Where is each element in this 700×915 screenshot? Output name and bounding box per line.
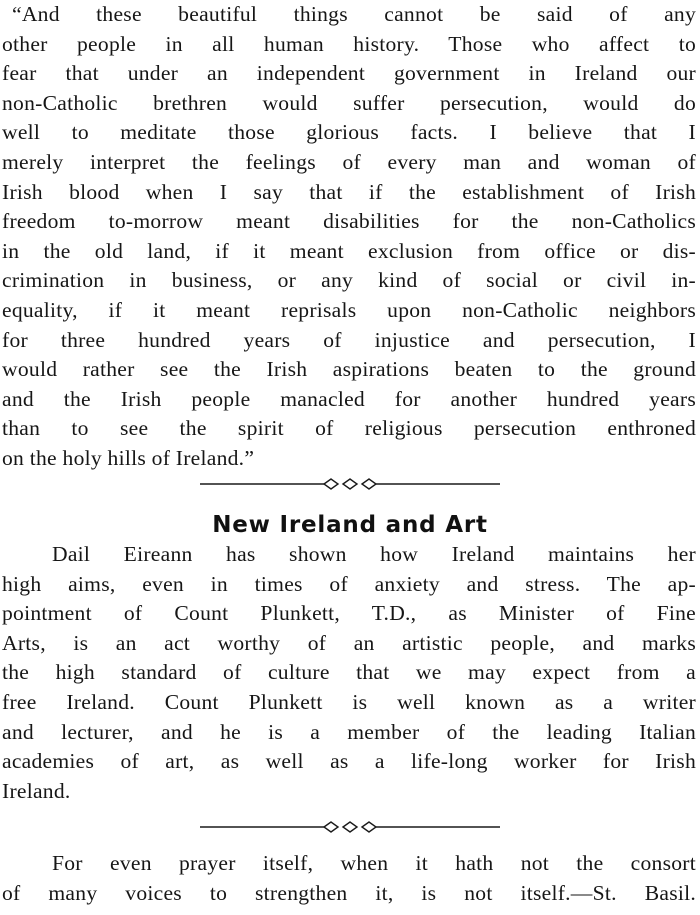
text-line: would rather see the Irish aspirations beaten to the ground bbox=[2, 357, 696, 382]
text-line: on the holy hills of Ireland.” bbox=[2, 445, 255, 470]
text-line: and the Irish people manacled for another hundred years bbox=[2, 386, 696, 411]
text-line: and lecturer, and he is a member of the leading Italian bbox=[2, 719, 696, 744]
text-line: for three hundred years of injustice and persecution, I bbox=[2, 327, 696, 352]
text-line: Ireland. bbox=[2, 778, 71, 803]
text-line: equality, if it meant reprisals upon non-Catholic neighbors bbox=[2, 297, 696, 322]
text-line: non-Catholic brethren would suffer persecution, would do bbox=[2, 90, 696, 115]
ornamental-divider bbox=[200, 819, 500, 835]
ornamental-divider bbox=[200, 476, 500, 492]
text-line: Dail Eireann has shown how Ireland maintains her bbox=[52, 542, 696, 566]
text-line: of many voices to strengthen it, is not itself.—St. Basil. bbox=[2, 880, 696, 905]
text-line: For even prayer itself, when it hath not the consort bbox=[52, 851, 696, 875]
text-line: “And these beautiful things cannot be said of any bbox=[12, 2, 696, 26]
text-line: other people in all human history. Those who affect to bbox=[2, 31, 696, 56]
text-line: well to meditate those glorious facts. I believe that I bbox=[2, 120, 696, 145]
text-line: crimination in business, or any kind of social or civil in- bbox=[2, 268, 696, 293]
text-line: than to see the spirit of religious persecution enthroned bbox=[2, 416, 696, 441]
diamond-rule-icon bbox=[200, 819, 500, 835]
text-line: high aims, even in times of anxiety and stress. The ap- bbox=[2, 571, 696, 596]
text-line: Arts, is an act worthy of an artistic people, and marks bbox=[2, 630, 696, 655]
text-line: fear that under an independent government in Ireland our bbox=[2, 61, 696, 86]
text-line: academies of art, as well as a life-long worker for Irish bbox=[2, 749, 696, 774]
diamond-rule-icon bbox=[200, 476, 500, 492]
closing-quote bbox=[2, 849, 696, 908]
text-line: merely interpret the feelings of every man and woman of bbox=[2, 149, 696, 174]
text-line: the high standard of culture that we may expect from a bbox=[2, 660, 696, 685]
text-line: freedom to-morrow meant disabilities for the non-Catholics bbox=[2, 209, 696, 234]
text-line: pointment of Count Plunkett, T.D., as Minister of Fine bbox=[2, 601, 696, 626]
article-paragraph bbox=[2, 540, 696, 806]
text-line: Irish blood when I say that if the establishment of Irish bbox=[2, 179, 696, 204]
text-line: in the old land, if it meant exclusion from office or dis- bbox=[2, 238, 696, 263]
quote-paragraph bbox=[2, 0, 696, 474]
section-heading: New Ireland and Art bbox=[212, 512, 488, 538]
text-line: free Ireland. Count Plunkett is well known as a writer bbox=[2, 689, 696, 714]
